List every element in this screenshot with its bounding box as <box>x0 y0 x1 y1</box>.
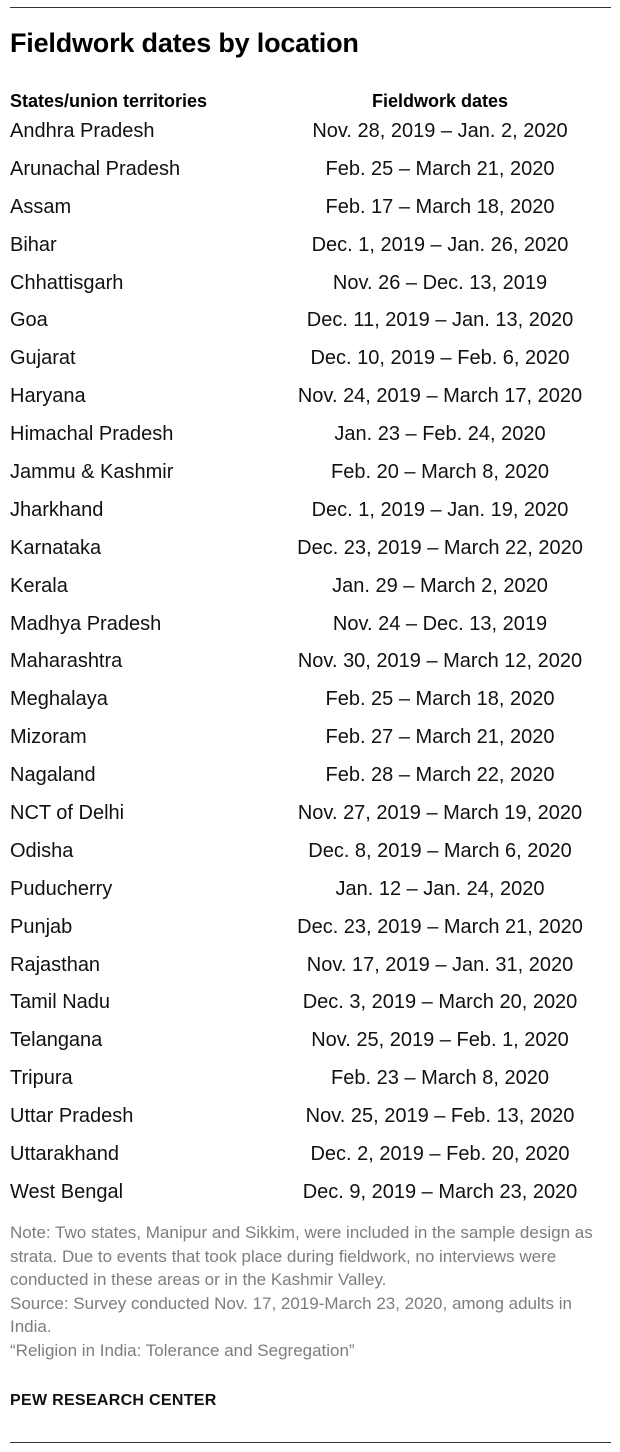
fieldwork-table <box>0 115 620 1214</box>
fieldwork-dates: Nov. 17, 2019 – Jan. 31, 2020 <box>306 953 574 976</box>
table-row <box>0 304 620 342</box>
bottom-rule <box>10 1442 611 1443</box>
fieldwork-dates: Dec. 23, 2019 – March 22, 2020 <box>297 536 583 559</box>
state-name: Uttar Pradesh <box>10 1105 134 1128</box>
table-row <box>0 380 620 418</box>
table-row <box>0 342 620 380</box>
table-row <box>0 494 620 532</box>
state-name: Maharashtra <box>10 650 123 673</box>
table-row <box>0 1062 620 1100</box>
fieldwork-dates: Feb. 17 – March 18, 2020 <box>325 195 555 218</box>
fieldwork-dates: Dec. 11, 2019 – Jan. 13, 2020 <box>306 309 574 332</box>
state-name: Bihar <box>10 233 57 256</box>
state-name: Jharkhand <box>10 498 104 521</box>
brand-logo-text: PEW RESEARCH CENTER <box>10 1392 217 1409</box>
state-name: Odisha <box>10 839 74 862</box>
table-row <box>0 570 620 608</box>
fieldwork-dates: Dec. 1, 2019 – Jan. 19, 2020 <box>311 498 569 521</box>
table-row <box>0 986 620 1024</box>
fieldwork-dates: Nov. 25, 2019 – Feb. 13, 2020 <box>305 1105 575 1128</box>
table-row <box>0 1138 620 1176</box>
fieldwork-dates: Dec. 23, 2019 – March 21, 2020 <box>297 915 583 938</box>
fieldwork-dates: Dec. 3, 2019 – March 20, 2020 <box>302 991 578 1014</box>
fieldwork-dates: Feb. 25 – March 21, 2020 <box>325 157 555 180</box>
fieldwork-dates: Jan. 29 – March 2, 2020 <box>332 574 548 597</box>
table-row <box>0 721 620 759</box>
note-text: Note: Two states, Manipur and Sikkim, were included in the sample design as strata. Due to events that took place during fieldwork, no interviews were conducted in these areas or in the Kashmir Valley. <box>10 1223 593 1289</box>
state-name: NCT of Delhi <box>10 802 125 825</box>
state-name: Goa <box>10 309 48 332</box>
page-title: Fieldwork dates by location <box>10 28 359 58</box>
fieldwork-dates: Dec. 9, 2019 – March 23, 2020 <box>302 1180 578 1203</box>
fieldwork-dates: Nov. 27, 2019 – March 19, 2020 <box>297 802 583 825</box>
table-row <box>0 229 620 267</box>
state-name: Tamil Nadu <box>10 991 111 1014</box>
state-name: Haryana <box>10 385 86 408</box>
fieldwork-dates: Jan. 12 – Jan. 24, 2020 <box>335 877 545 900</box>
state-name: Arunachal Pradesh <box>10 157 181 180</box>
state-name: Puducherry <box>10 877 113 900</box>
fieldwork-dates: Feb. 20 – March 8, 2020 <box>331 461 549 484</box>
table-row <box>0 835 620 873</box>
fieldwork-dates: Dec. 1, 2019 – Jan. 26, 2020 <box>311 233 569 256</box>
fieldwork-dates: Nov. 25, 2019 – Feb. 1, 2020 <box>311 1029 569 1052</box>
table-row <box>0 1024 620 1062</box>
table-row <box>0 949 620 987</box>
state-name: West Bengal <box>10 1180 124 1203</box>
table-row <box>0 797 620 835</box>
source-text: Source: Survey conducted Nov. 17, 2019-March 23, 2020, among adults in India. <box>10 1293 572 1336</box>
state-name: Telangana <box>10 1029 103 1052</box>
fieldwork-dates: Dec. 2, 2019 – Feb. 20, 2020 <box>310 1143 570 1166</box>
state-name: Jammu & Kashmir <box>10 461 174 484</box>
fieldwork-dates: Feb. 27 – March 21, 2020 <box>325 726 555 749</box>
table-row <box>0 115 620 153</box>
table-row <box>0 608 620 646</box>
table-row <box>0 645 620 683</box>
fieldwork-dates: Feb. 25 – March 18, 2020 <box>325 688 555 711</box>
table-row <box>0 191 620 229</box>
top-rule <box>10 7 611 8</box>
state-name: Mizoram <box>10 726 87 749</box>
fieldwork-dates: Dec. 8, 2019 – March 6, 2020 <box>308 839 572 862</box>
column-header-dates: Fieldwork dates <box>371 91 509 111</box>
state-name: Uttarakhand <box>10 1143 119 1166</box>
notes-block <box>10 1221 610 1362</box>
state-name: Andhra Pradesh <box>10 120 155 142</box>
table-row <box>0 759 620 797</box>
state-name: Tripura <box>10 1067 73 1090</box>
state-name: Kerala <box>10 574 68 597</box>
state-name: Rajasthan <box>10 953 101 976</box>
fieldwork-dates: Jan. 23 – Feb. 24, 2020 <box>334 423 546 446</box>
fieldwork-dates: Nov. 30, 2019 – March 12, 2020 <box>297 650 583 673</box>
state-name: Gujarat <box>10 347 76 370</box>
fieldwork-dates: Nov. 26 – Dec. 13, 2019 <box>332 271 548 294</box>
column-header-state: States/union territories <box>10 91 208 111</box>
table-row <box>0 1100 620 1138</box>
fieldwork-dates: Feb. 23 – March 8, 2020 <box>331 1067 549 1090</box>
state-name: Punjab <box>10 915 73 938</box>
table-row <box>0 1176 620 1214</box>
table-row <box>0 456 620 494</box>
fieldwork-dates: Dec. 10, 2019 – Feb. 6, 2020 <box>310 347 570 370</box>
report-title: “Religion in India: Tolerance and Segregation” <box>10 1340 355 1360</box>
table-row <box>0 267 620 305</box>
fieldwork-dates: Nov. 24, 2019 – March 17, 2020 <box>297 385 583 408</box>
table-row <box>0 532 620 570</box>
table-row <box>0 911 620 949</box>
table-row <box>0 683 620 721</box>
state-name: Himachal Pradesh <box>10 423 174 446</box>
table-row <box>0 418 620 456</box>
state-name: Nagaland <box>10 764 96 787</box>
state-name: Chhattisgarh <box>10 271 124 294</box>
fieldwork-dates: Nov. 28, 2019 – Jan. 2, 2020 <box>312 120 568 142</box>
state-name: Meghalaya <box>10 688 108 711</box>
state-name: Madhya Pradesh <box>10 612 162 635</box>
state-name: Assam <box>10 195 72 218</box>
table-row <box>0 153 620 191</box>
fieldwork-dates: Nov. 24 – Dec. 13, 2019 <box>332 612 548 635</box>
fieldwork-dates: Feb. 28 – March 22, 2020 <box>325 764 555 787</box>
state-name: Karnataka <box>10 536 102 559</box>
table-row <box>0 873 620 911</box>
